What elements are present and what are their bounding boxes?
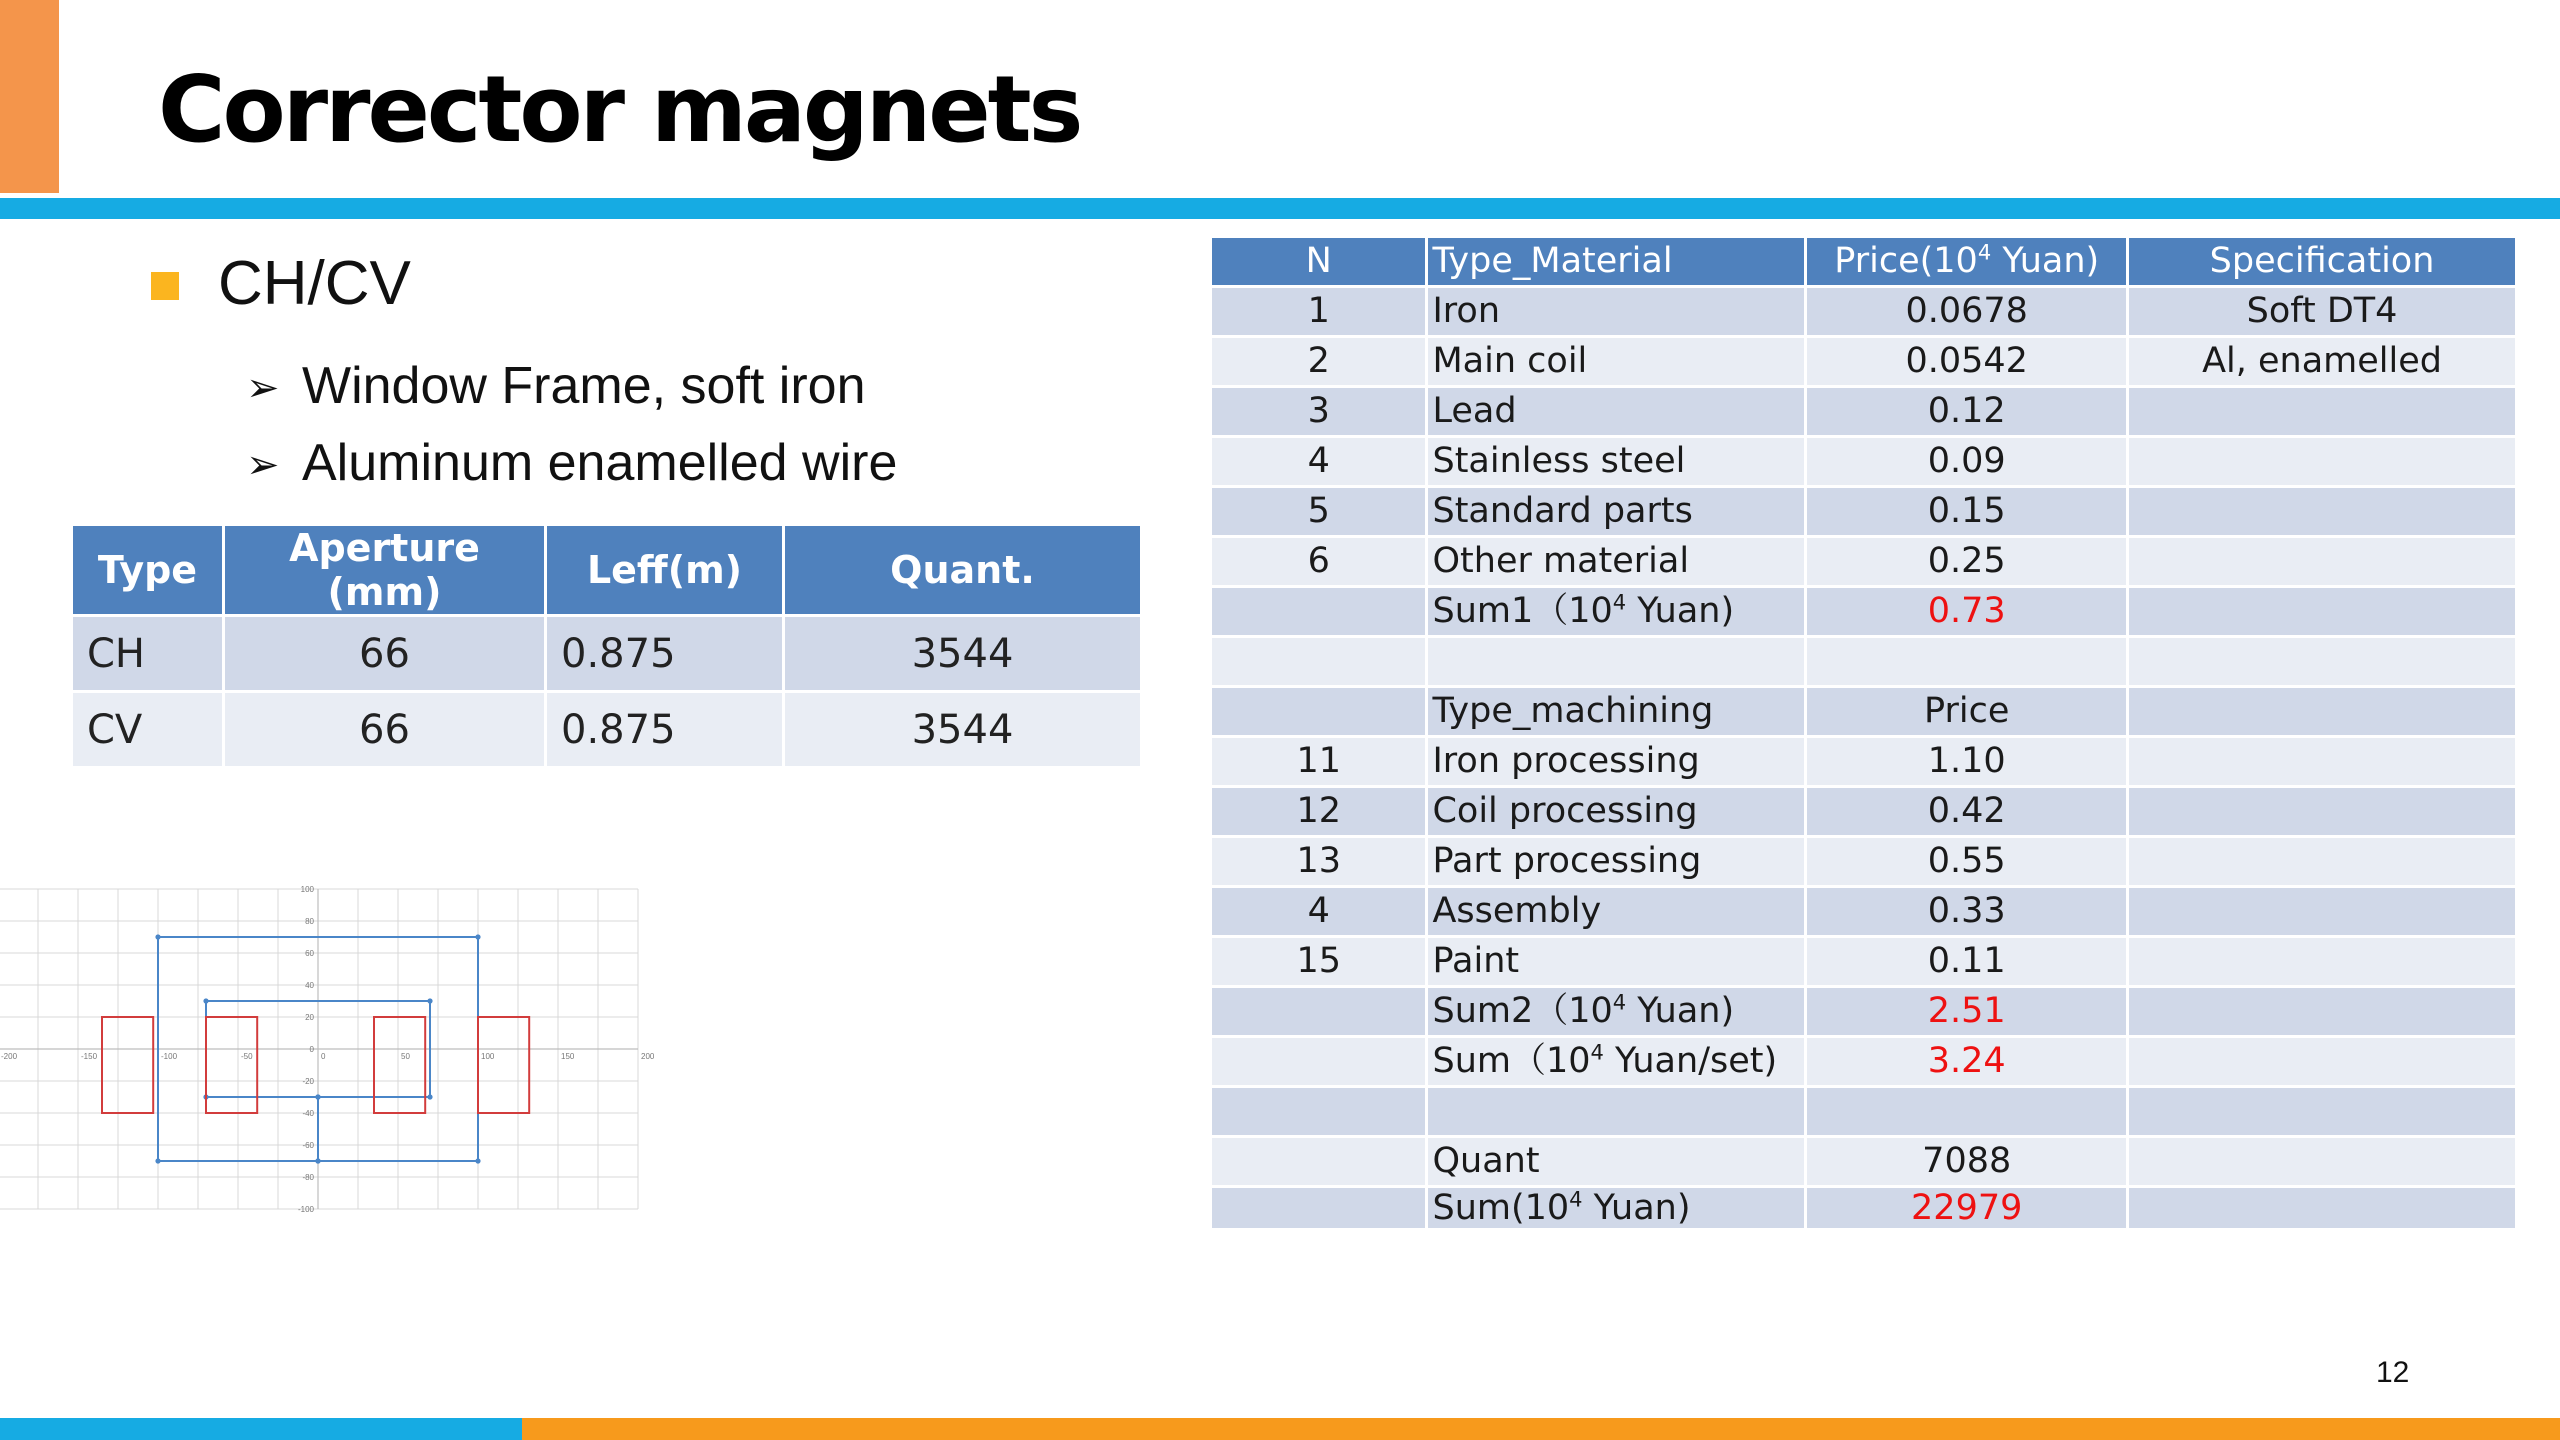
cell-price: 1.10 — [1806, 737, 2128, 787]
cell-price: 0.55 — [1806, 837, 2128, 887]
table-row — [1211, 537, 2517, 587]
cell-type: Part processing — [1427, 837, 1806, 887]
y-tick-label: -80 — [302, 1173, 314, 1182]
sum-per-set-row — [1211, 1037, 2517, 1087]
table-row — [72, 692, 1142, 768]
coil-rectangle — [478, 1017, 529, 1113]
cell-aperture: 66 — [224, 616, 546, 692]
table-row — [1211, 337, 2517, 387]
sub-bullet-2 — [246, 433, 897, 495]
quant-label: Quant — [1427, 1137, 1806, 1187]
footer-bar-orange — [522, 1418, 2560, 1440]
total-value: 22979 — [1806, 1187, 2128, 1230]
frame-vertex — [427, 1094, 432, 1099]
sub-bullet-1 — [246, 356, 866, 418]
cell-n: 12 — [1211, 787, 1427, 837]
frame-vertex — [315, 1158, 320, 1163]
cell-quant: 3544 — [784, 692, 1142, 768]
page-number: 12 — [2376, 1356, 2410, 1389]
cell-spec: Soft DT4 — [2128, 287, 2517, 337]
total-label: $Sum(10^4$ Yuan) — [1427, 1187, 1806, 1230]
header-type-material: Type_Material — [1427, 237, 1806, 287]
y-tick-label: -60 — [302, 1141, 314, 1150]
cell-price: 0.12 — [1806, 387, 2128, 437]
empty-row — [1211, 1087, 2517, 1137]
cell-type: Assembly — [1427, 887, 1806, 937]
y-tick-label: 20 — [305, 1013, 314, 1022]
header-n: N — [1211, 237, 1427, 287]
cell-n: 3 — [1211, 387, 1427, 437]
coil-rectangle — [374, 1017, 425, 1113]
cell-spec — [2128, 537, 2517, 587]
x-tick-label: 150 — [561, 1052, 575, 1061]
header-leff: Leff(m) — [546, 525, 784, 616]
coil-rectangle — [102, 1017, 153, 1113]
cell-n: 13 — [1211, 837, 1427, 887]
frame-vertex — [155, 1158, 160, 1163]
cell-type: CV — [72, 692, 224, 768]
x-tick-label: 200 — [641, 1052, 655, 1061]
x-tick-label: -50 — [241, 1052, 253, 1061]
cell-type: Paint — [1427, 937, 1806, 987]
cell-price: 0.09 — [1806, 437, 2128, 487]
sub-bullet-text: Aluminum enamelled wire — [302, 434, 898, 492]
x-tick-label: -200 — [1, 1052, 18, 1061]
cell-n: 4 — [1211, 887, 1427, 937]
header-price — [1806, 237, 2128, 287]
cell-type: Stainless steel — [1427, 437, 1806, 487]
x-tick-label: 50 — [401, 1052, 410, 1061]
arrow-bullet-icon: ➢ — [246, 365, 280, 411]
quant-value: 7088 — [1806, 1137, 2128, 1187]
cell-spec — [2128, 737, 2517, 787]
cell-price: 0.42 — [1806, 787, 2128, 837]
y-tick-label: 40 — [305, 981, 314, 990]
cell-n: 4 — [1211, 437, 1427, 487]
cell-price: 0.0678 — [1806, 287, 2128, 337]
frame-vertex — [203, 998, 208, 1003]
header-aperture: Aperture (mm) — [224, 525, 546, 616]
header-quant: Quant. — [784, 525, 1142, 616]
cell-n: 15 — [1211, 937, 1427, 987]
sum1-row — [1211, 587, 2517, 637]
total-row — [1211, 1187, 2517, 1230]
cell-spec — [2128, 387, 2517, 437]
table-row — [72, 616, 1142, 692]
header-specification: Specification — [2128, 237, 2517, 287]
cell-type: Main coil — [1427, 337, 1806, 387]
x-tick-label: 100 — [481, 1052, 495, 1061]
sum1-label: $Sum1(10^4$ Yuan) — [1427, 587, 1806, 637]
cell-spec — [2128, 937, 2517, 987]
frame-vertex — [155, 934, 160, 939]
sub-bullet-text: Window Frame, soft iron — [302, 357, 866, 415]
cell-n: 5 — [1211, 487, 1427, 537]
cell-type: Lead — [1427, 387, 1806, 437]
cell-spec — [2128, 437, 2517, 487]
sum-per-set-value: 3.24 — [1806, 1037, 2128, 1087]
header-type: Type — [72, 525, 224, 616]
cell-type: Coil processing — [1427, 787, 1806, 837]
machining-header-row — [1211, 687, 2517, 737]
cell-price: 0.15 — [1806, 487, 2128, 537]
cell-n: 2 — [1211, 337, 1427, 387]
cell-type: Iron processing — [1427, 737, 1806, 787]
cell-leff: 0.875 — [546, 692, 784, 768]
sum-per-set-label: $Sum(10^4$ Yuan/set) — [1427, 1037, 1806, 1087]
magnet-spec-table — [70, 523, 1143, 769]
table-row — [1211, 737, 2517, 787]
cell-spec — [2128, 487, 2517, 537]
y-tick-label: 80 — [305, 917, 314, 926]
arrow-bullet-icon: ➢ — [246, 442, 280, 488]
frame-vertex — [315, 1094, 320, 1099]
sum2-row — [1211, 987, 2517, 1037]
machining-price-header: Price — [1806, 687, 2128, 737]
cost-table — [1209, 235, 2518, 1231]
quant-row — [1211, 1137, 2517, 1187]
table-row — [1211, 837, 2517, 887]
coil-rectangle — [206, 1017, 257, 1113]
cell-spec: Al, enamelled — [2128, 337, 2517, 387]
table-row — [1211, 887, 2517, 937]
table-row — [1211, 487, 2517, 537]
y-tick-label: -100 — [297, 1205, 314, 1214]
cell-n: 11 — [1211, 737, 1427, 787]
cell-type: Standard parts — [1427, 487, 1806, 537]
sum1-value: 0.73 — [1806, 587, 2128, 637]
empty-row — [1211, 637, 2517, 687]
cell-quant: 3544 — [784, 616, 1142, 692]
table-header-row — [72, 525, 1142, 616]
cell-price: 0.11 — [1806, 937, 2128, 987]
cell-spec — [2128, 887, 2517, 937]
bullet-square-icon — [151, 272, 179, 300]
cost-header-row — [1211, 237, 2517, 287]
title-divider — [0, 198, 2560, 219]
bullet-main: CH/CV — [218, 249, 411, 318]
cell-type: CH — [72, 616, 224, 692]
cell-n: 1 — [1211, 287, 1427, 337]
sum2-value: 2.51 — [1806, 987, 2128, 1037]
x-tick-label: 0 — [321, 1052, 326, 1061]
cell-n: 6 — [1211, 537, 1427, 587]
cell-leff: 0.875 — [546, 616, 784, 692]
frame-vertex — [475, 934, 480, 939]
y-tick-label: 100 — [300, 885, 314, 894]
y-tick-label: 0 — [309, 1045, 314, 1054]
cell-price: 0.25 — [1806, 537, 2128, 587]
cell-aperture: 66 — [224, 692, 546, 768]
cell-spec — [2128, 787, 2517, 837]
table-row — [1211, 937, 2517, 987]
frame-vertex — [475, 1158, 480, 1163]
x-tick-label: -100 — [161, 1052, 178, 1061]
cell-price: 0.33 — [1806, 887, 2128, 937]
table-row — [1211, 787, 2517, 837]
price-header-unit: Yuan) — [1991, 241, 2100, 281]
table-row — [1211, 287, 2517, 337]
frame-vertex — [427, 998, 432, 1003]
table-row — [1211, 437, 2517, 487]
y-tick-label: -20 — [302, 1077, 314, 1086]
slide-title: Corrector magnets — [158, 56, 1081, 163]
price-header-exponent: 4 — [1977, 240, 1992, 265]
cell-type: Other material — [1427, 537, 1806, 587]
cell-price: 0.0542 — [1806, 337, 2128, 387]
y-tick-label: -40 — [302, 1109, 314, 1118]
x-tick-label: -150 — [81, 1052, 98, 1061]
price-header-text: Price(10 — [1834, 241, 1978, 281]
table-row — [1211, 387, 2517, 437]
magnet-cross-section-diagram — [1, 884, 655, 1214]
footer-bar-blue — [0, 1418, 522, 1440]
orange-title-accent — [0, 0, 59, 193]
y-tick-label: 60 — [305, 949, 314, 958]
cell-type: Iron — [1427, 287, 1806, 337]
machining-type-header: Type_machining — [1427, 687, 1806, 737]
sum2-label: $Sum2(10^4$ Yuan) — [1427, 987, 1806, 1037]
cell-spec — [2128, 837, 2517, 887]
